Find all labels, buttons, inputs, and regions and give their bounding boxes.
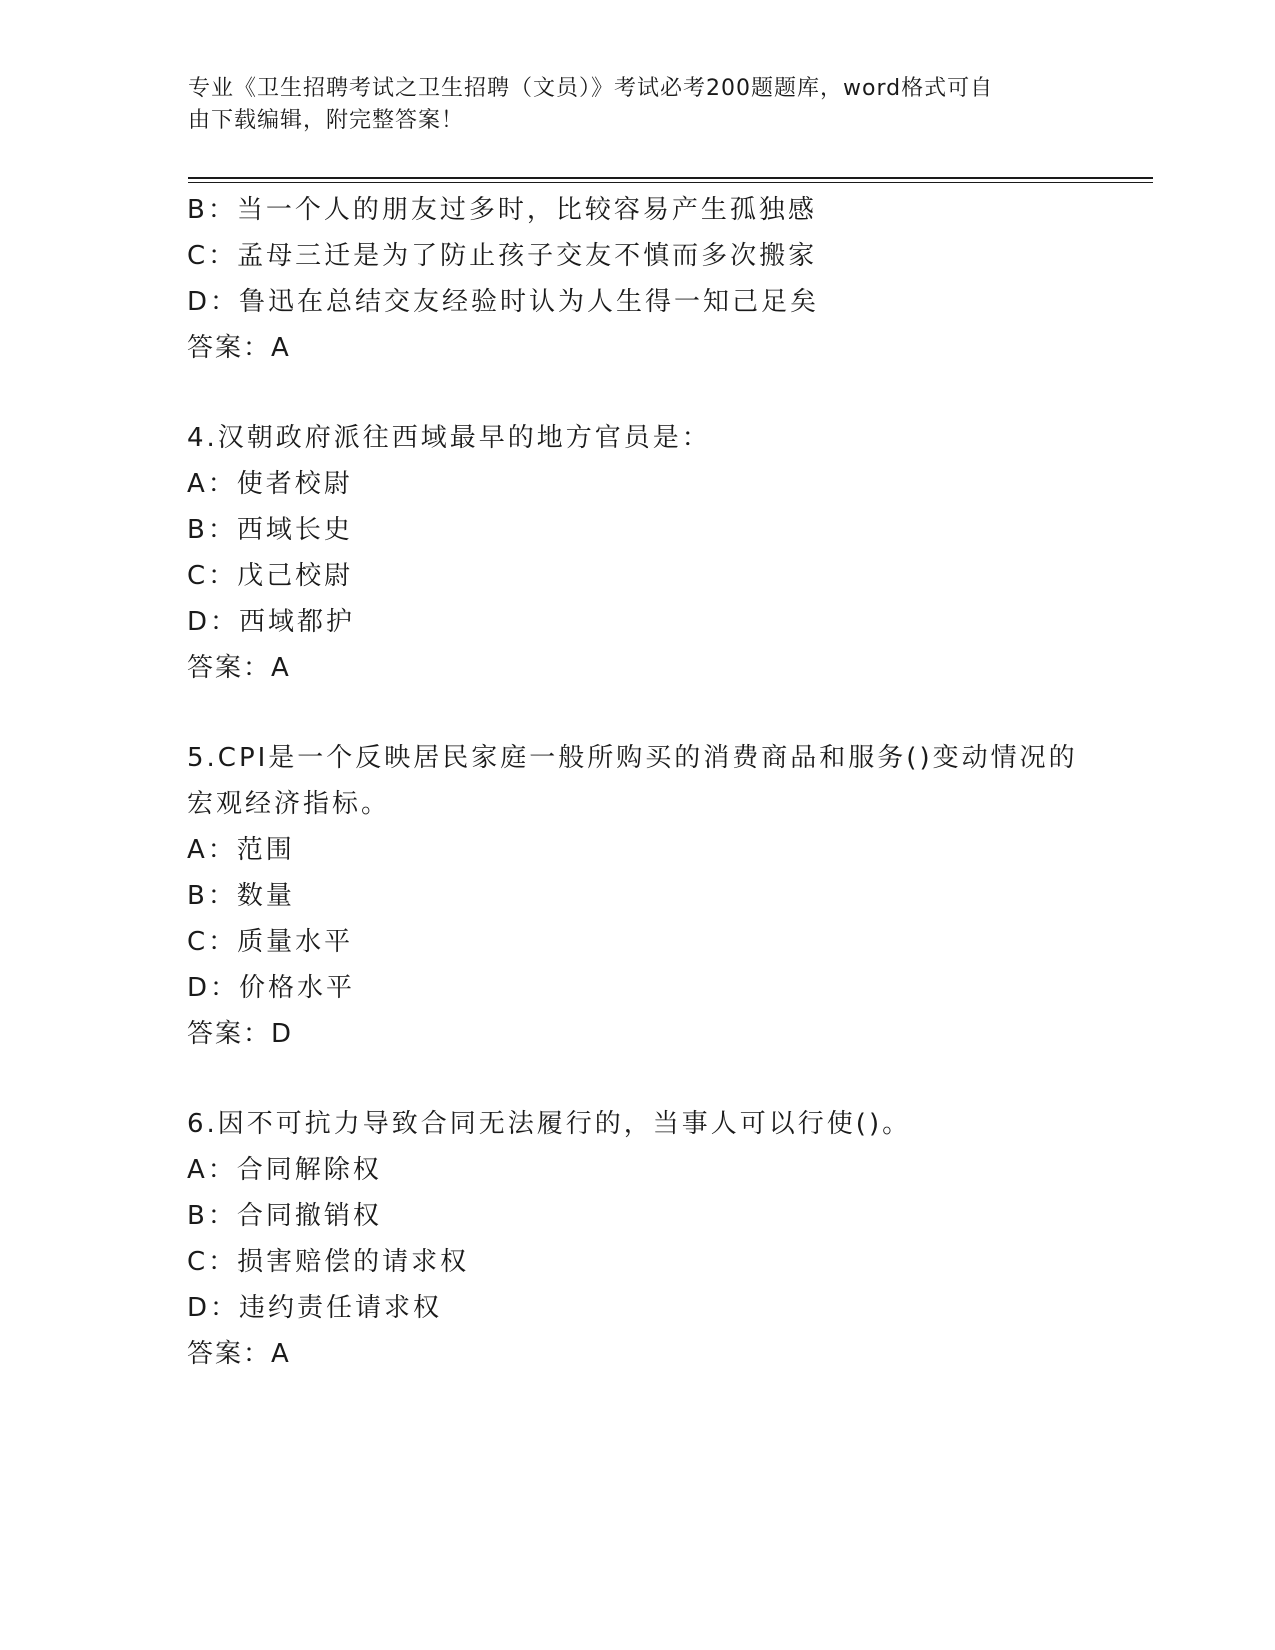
- option-d: D：价格水平: [187, 973, 356, 1003]
- header-divider-top: [188, 177, 1153, 179]
- question-text-line-1: 5.CPI是一个反映居民家庭一般所购买的消费商品和服务()变动情况的: [187, 743, 1078, 773]
- option-b: B：西域长史: [187, 515, 353, 545]
- option-d: D：鲁迅在总结交友经验时认为人生得一知己足矣: [187, 287, 820, 317]
- question-text: 6.因不可抗力导致合同无法履行的，当事人可以行使()。: [187, 1109, 912, 1139]
- option-b: B：当一个人的朋友过多时，比较容易产生孤独感: [187, 195, 817, 225]
- question-3-continued: [187, 187, 1117, 371]
- spacer: [187, 691, 1117, 735]
- option-b: B：数量: [187, 881, 295, 911]
- document-header: [188, 73, 1068, 137]
- header-divider-bottom: [188, 182, 1153, 183]
- option-a: A：范围: [187, 835, 295, 865]
- header-line-1: 专业《卫生招聘考试之卫生招聘（文员）》考试必考200题题库，word格式可自: [188, 76, 994, 101]
- question-list: [187, 187, 1117, 1377]
- header-line-2: 由下载编辑，附完整答案！: [188, 108, 465, 133]
- answer: 答案：A: [187, 653, 291, 683]
- spacer: [187, 371, 1117, 415]
- question-6: [187, 1101, 1117, 1377]
- spacer: [187, 1057, 1117, 1101]
- option-a: A：使者校尉: [187, 469, 353, 499]
- option-c: C：戊己校尉: [187, 561, 354, 591]
- question-4: [187, 415, 1117, 691]
- answer: 答案：A: [187, 1339, 291, 1369]
- answer: 答案：D: [187, 1019, 294, 1049]
- option-d: D：违约责任请求权: [187, 1293, 443, 1323]
- option-a: A：合同解除权: [187, 1155, 382, 1185]
- question-text-line-2: 宏观经济指标。: [187, 789, 391, 819]
- option-c: C：孟母三迁是为了防止孩子交友不慎而多次搬家: [187, 241, 818, 271]
- option-c: C：质量水平: [187, 927, 354, 957]
- answer: 答案：A: [187, 333, 291, 363]
- question-text: 4.汉朝政府派往西域最早的地方官员是：: [187, 423, 711, 453]
- option-d: D：西域都护: [187, 607, 356, 637]
- option-c: C：损害赔偿的请求权: [187, 1247, 470, 1277]
- question-5: [187, 735, 1117, 1057]
- option-b: B：合同撤销权: [187, 1201, 382, 1231]
